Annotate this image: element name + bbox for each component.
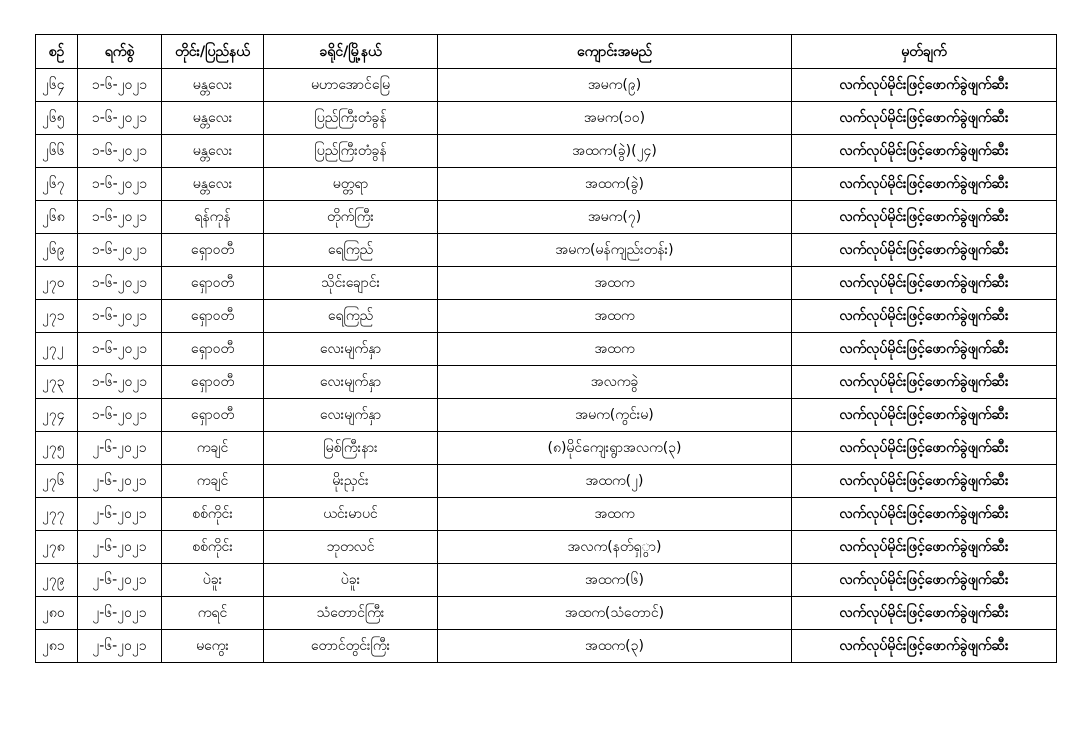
table-row <box>36 465 1057 498</box>
cell-date: ၁-၆-၂၀၂၁ <box>78 234 162 267</box>
header-district-township: ခရိုင်/မြို့နယ် <box>264 35 438 69</box>
cell-serial-no: ၂၇၉ <box>36 564 78 597</box>
cell-school-name: အထက <box>438 300 792 333</box>
cell-region-state: မန္တလေး <box>162 102 264 135</box>
cell-date: ၁-၆-၂၀၂၁ <box>78 399 162 432</box>
cell-serial-no: ၂၆၉ <box>36 234 78 267</box>
cell-region-state: ကချင် <box>162 465 264 498</box>
cell-date: ၁-၆-၂၀၂၁ <box>78 300 162 333</box>
table-row <box>36 432 1057 465</box>
cell-remarks: လက်လုပ်မိုင်းဖြင့်ဖောက်ခွဲဖျက်ဆီး <box>792 333 1057 366</box>
cell-school-name: အလကခွဲ <box>438 366 792 399</box>
cell-school-name: အထက <box>438 333 792 366</box>
header-date: ရက်စွဲ <box>78 35 162 69</box>
cell-district-township: ပဲခူး <box>264 564 438 597</box>
cell-serial-no: ၂၇၈ <box>36 531 78 564</box>
cell-region-state: မန္တလေး <box>162 69 264 102</box>
table-header-row <box>36 35 1057 69</box>
cell-district-township: မတ္တရာ <box>264 168 438 201</box>
cell-region-state: ရှောဝတီ <box>162 234 264 267</box>
header-school-name: ကျောင်းအမည် <box>438 35 792 69</box>
cell-serial-no: ၂၆၇ <box>36 168 78 201</box>
cell-serial-no: ၂၇၇ <box>36 498 78 531</box>
cell-school-name: အထက <box>438 267 792 300</box>
cell-remarks: လက်လုပ်မိုင်းဖြင့်ဖောက်ခွဲဖျက်ဆီး <box>792 201 1057 234</box>
cell-date: ၁-၆-၂၀၂၁ <box>78 366 162 399</box>
cell-remarks: လက်လုပ်မိုင်းဖြင့်ဖောက်ခွဲဖျက်ဆီး <box>792 630 1057 663</box>
cell-date: ၂-၆-၂၀၂၁ <box>78 498 162 531</box>
cell-remarks: လက်လုပ်မိုင်းဖြင့်ဖောက်ခွဲဖျက်ဆီး <box>792 69 1057 102</box>
cell-school-name: အထက(သံတောင်) <box>438 597 792 630</box>
cell-region-state: စစ်ကိုင်း <box>162 531 264 564</box>
cell-date: ၂-၆-၂၀၂၁ <box>78 630 162 663</box>
cell-district-township: လေးမျက်နှာ <box>264 333 438 366</box>
cell-remarks: လက်လုပ်မိုင်းဖြင့်ဖောက်ခွဲဖျက်ဆီး <box>792 399 1057 432</box>
cell-date: ၁-၆-၂၀၂၁ <box>78 102 162 135</box>
cell-serial-no: ၂၆၄ <box>36 69 78 102</box>
cell-date: ၁-၆-၂၀၂၁ <box>78 168 162 201</box>
cell-serial-no: ၂၇၁ <box>36 300 78 333</box>
cell-serial-no: ၂၆၈ <box>36 201 78 234</box>
header-serial-no: စဉ် <box>36 35 78 69</box>
cell-school-name: အထက <box>438 498 792 531</box>
cell-remarks: လက်လုပ်မိုင်းဖြင့်ဖောက်ခွဲဖျက်ဆီး <box>792 300 1057 333</box>
cell-district-township: သိုင်းချောင်း <box>264 267 438 300</box>
table-row <box>36 135 1057 168</box>
cell-district-township: ဘုတလင် <box>264 531 438 564</box>
cell-date: ၁-၆-၂၀၂၁ <box>78 267 162 300</box>
cell-remarks: လက်လုပ်မိုင်းဖြင့်ဖောက်ခွဲဖျက်ဆီး <box>792 465 1057 498</box>
cell-school-name: (၈)မိုင်ကျေးရွာအလက(၃) <box>438 432 792 465</box>
cell-district-township: မဟာအောင်မြေ <box>264 69 438 102</box>
cell-remarks: လက်လုပ်မိုင်းဖြင့်ဖောက်ခွဲဖျက်ဆီး <box>792 267 1057 300</box>
table-row <box>36 168 1057 201</box>
cell-district-township: မြစ်ကြီးနား <box>264 432 438 465</box>
cell-remarks: လက်လုပ်မိုင်းဖြင့်ဖောက်ခွဲဖျက်ဆီး <box>792 531 1057 564</box>
cell-serial-no: ၂၆၅ <box>36 102 78 135</box>
cell-school-name: အမက(၁၀) <box>438 102 792 135</box>
cell-district-township: ရေကြည် <box>264 300 438 333</box>
table-row <box>36 630 1057 663</box>
cell-remarks: လက်လုပ်မိုင်းဖြင့်ဖောက်ခွဲဖျက်ဆီး <box>792 102 1057 135</box>
cell-district-township: တိုက်ကြီး <box>264 201 438 234</box>
cell-region-state: ရှောဝတီ <box>162 399 264 432</box>
cell-district-township: ပြည်ကြီးတံခွန် <box>264 135 438 168</box>
table-row <box>36 399 1057 432</box>
cell-region-state: စစ်ကိုင်း <box>162 498 264 531</box>
cell-date: ၂-၆-၂၀၂၁ <box>78 465 162 498</box>
cell-date: ၁-၆-၂၀၂၁ <box>78 69 162 102</box>
cell-date: ၂-၆-၂၀၂၁ <box>78 432 162 465</box>
table-row <box>36 597 1057 630</box>
cell-district-township: သံတောင်ကြီး <box>264 597 438 630</box>
cell-date: ၂-၆-၂၀၂၁ <box>78 597 162 630</box>
cell-district-township: တောင်တွင်းကြီး <box>264 630 438 663</box>
cell-school-name: အလက(နတ်ရှွာ) <box>438 531 792 564</box>
cell-serial-no: ၂၇၂ <box>36 333 78 366</box>
cell-school-name: အထက(၃) <box>438 630 792 663</box>
table-row <box>36 300 1057 333</box>
cell-remarks: လက်လုပ်မိုင်းဖြင့်ဖောက်ခွဲဖျက်ဆီး <box>792 564 1057 597</box>
cell-region-state: ရှောဝတီ <box>162 300 264 333</box>
cell-region-state: ရှောဝတီ <box>162 366 264 399</box>
cell-region-state: ပဲခူး <box>162 564 264 597</box>
cell-district-township: ပြည်ကြီးတံခွန် <box>264 102 438 135</box>
cell-date: ၁-၆-၂၀၂၁ <box>78 135 162 168</box>
table-row <box>36 234 1057 267</box>
cell-district-township: ယင်းမာပင် <box>264 498 438 531</box>
cell-date: ၂-၆-၂၀၂၁ <box>78 564 162 597</box>
cell-remarks: လက်လုပ်မိုင်းဖြင့်ဖောက်ခွဲဖျက်ဆီး <box>792 234 1057 267</box>
cell-region-state: ကချင် <box>162 432 264 465</box>
cell-school-name: အမက(၇) <box>438 201 792 234</box>
table-row <box>36 366 1057 399</box>
cell-serial-no: ၂၇၅ <box>36 432 78 465</box>
cell-serial-no: ၂၇၃ <box>36 366 78 399</box>
cell-region-state: မကွေး <box>162 630 264 663</box>
cell-school-name: အထက(၆) <box>438 564 792 597</box>
table-row <box>36 564 1057 597</box>
cell-serial-no: ၂၇၆ <box>36 465 78 498</box>
table-row <box>36 69 1057 102</box>
cell-remarks: လက်လုပ်မိုင်းဖြင့်ဖောက်ခွဲဖျက်ဆီး <box>792 135 1057 168</box>
cell-region-state: ရန်ကုန် <box>162 201 264 234</box>
cell-region-state: မန္တလေး <box>162 135 264 168</box>
cell-serial-no: ၂၈၁ <box>36 630 78 663</box>
incident-table <box>35 34 1057 663</box>
cell-region-state: မန္တလေး <box>162 168 264 201</box>
cell-serial-no: ၂၈၀ <box>36 597 78 630</box>
table-row <box>36 498 1057 531</box>
cell-school-name: အထက(ခွဲ)(၂၄) <box>438 135 792 168</box>
cell-serial-no: ၂၇၀ <box>36 267 78 300</box>
cell-serial-no: ၂၆၆ <box>36 135 78 168</box>
cell-school-name: အမက(ကွင်းမ) <box>438 399 792 432</box>
cell-remarks: လက်လုပ်မိုင်းဖြင့်ဖောက်ခွဲဖျက်ဆီး <box>792 597 1057 630</box>
cell-school-name: အမက(မန်ကျည်းတန်း) <box>438 234 792 267</box>
cell-serial-no: ၂၇၄ <box>36 399 78 432</box>
table-row <box>36 531 1057 564</box>
cell-region-state: ကရင် <box>162 597 264 630</box>
cell-date: ၁-၆-၂၀၂၁ <box>78 333 162 366</box>
cell-date: ၁-၆-၂၀၂၁ <box>78 201 162 234</box>
cell-remarks: လက်လုပ်မိုင်းဖြင့်ဖောက်ခွဲဖျက်ဆီး <box>792 366 1057 399</box>
cell-remarks: လက်လုပ်မိုင်းဖြင့်ဖောက်ခွဲဖျက်ဆီး <box>792 498 1057 531</box>
cell-district-township: လေးမျက်နှာ <box>264 366 438 399</box>
table-row <box>36 333 1057 366</box>
cell-remarks: လက်လုပ်မိုင်းဖြင့်ဖောက်ခွဲဖျက်ဆီး <box>792 432 1057 465</box>
table-body <box>36 69 1057 663</box>
cell-region-state: ရှောဝတီ <box>162 267 264 300</box>
cell-school-name: အမက(၉) <box>438 69 792 102</box>
cell-region-state: ရှောဝတီ <box>162 333 264 366</box>
cell-district-township: လေးမျက်နှာ <box>264 399 438 432</box>
header-remarks: မှတ်ချက် <box>792 35 1057 69</box>
cell-school-name: အထက(ခွဲ) <box>438 168 792 201</box>
cell-district-township: မိုးညှင်း <box>264 465 438 498</box>
cell-school-name: အထက(၂) <box>438 465 792 498</box>
header-region-state: တိုင်း/ပြည်နယ် <box>162 35 264 69</box>
table-row <box>36 267 1057 300</box>
table-row <box>36 102 1057 135</box>
table-row <box>36 201 1057 234</box>
cell-district-township: ရေကြည် <box>264 234 438 267</box>
cell-remarks: လက်လုပ်မိုင်းဖြင့်ဖောက်ခွဲဖျက်ဆီး <box>792 168 1057 201</box>
cell-date: ၂-၆-၂၀၂၁ <box>78 531 162 564</box>
